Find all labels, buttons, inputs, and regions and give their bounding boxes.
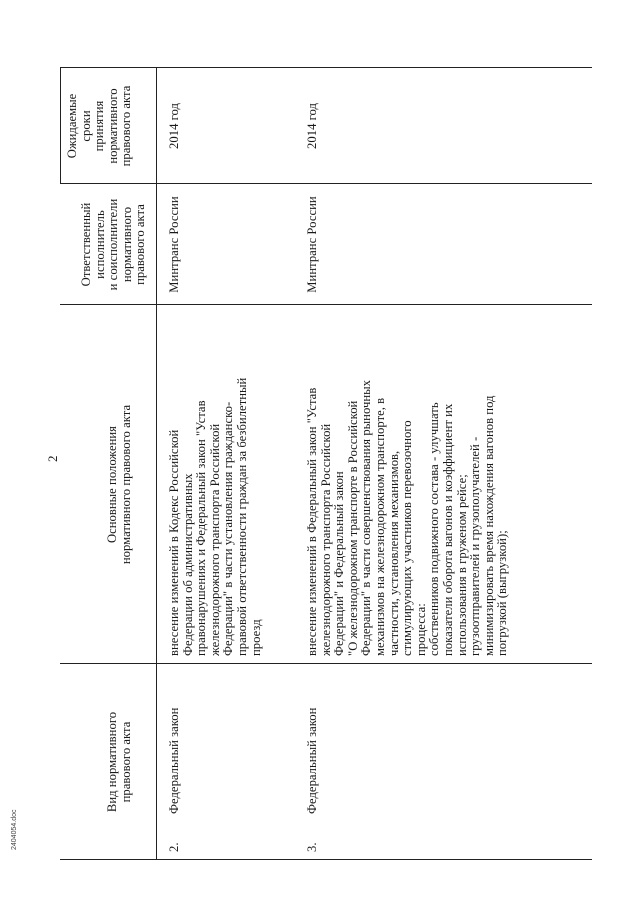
row-deadline: 2014 год — [167, 103, 181, 149]
row-executor: Минтранс России — [305, 196, 319, 293]
row-provisions: внесение изменений в Федеральный закон "Устав железнодорожного транспорта Российской Федерации" и Федеральный закон "О железнодорожном транспорте в Российской Федерации" в части совершенствования рыночных механизмов на железнодорожном транспорте, в частности, установления механизмов, стимулирующих участников перевозочного процесса: собственников подвижного состава - улучшать показатели оборота вагонов и коэффициент их использования в груженом рейсе; грузоотправителей и грузополучателей - минимизировать время нахождения вагонов под погрузкой (выгрузкой); — [305, 379, 510, 656]
header-kind: Вид нормативного правового акта — [105, 711, 133, 813]
document-id: 2404054.doc — [11, 809, 18, 850]
header-provisions: Основные положения нормативного правового акта — [105, 404, 133, 565]
row-number: 2. — [167, 842, 181, 852]
header-deadline: Ожидаемые сроки принятия нормативного правового акта — [65, 85, 134, 167]
row-provisions: внесение изменений в Кодекс Российской Федерации об административных правонарушениях и Федеральный закон "Устав железнодорожного транспорта Российской Федерации" в части установления гражданско- правовой ответственности граждан за безбилетный проезд — [167, 377, 263, 656]
row-kind: Федеральный закон — [305, 707, 319, 814]
row-kind: Федеральный закон — [167, 707, 181, 814]
page-number: 2 — [45, 455, 60, 462]
regulatory-acts-table — [60, 60, 592, 860]
header-executor: Ответственный исполнитель и соисполнители нормативного правового акта — [79, 198, 148, 291]
row-executor: Минтранс России — [167, 196, 181, 293]
row-deadline: 2014 год — [305, 103, 319, 149]
row-number: 3. — [305, 842, 319, 852]
